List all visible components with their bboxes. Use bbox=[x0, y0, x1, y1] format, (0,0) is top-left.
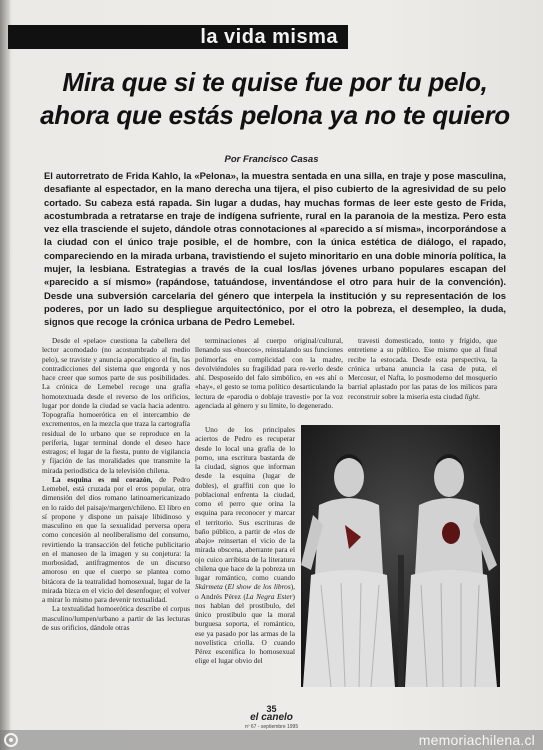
column-3-paragraph-1 bbox=[348, 336, 497, 401]
headline-line-1: Mira que si te quise fue por tu pelo, bbox=[62, 67, 488, 97]
issue-info: nº 67 - septiembre 1995 bbox=[244, 724, 299, 730]
magazine-name: el canelo bbox=[250, 712, 293, 723]
column-2-text-c: ), o Andrés Pérez ( bbox=[195, 582, 295, 601]
column-2-name-skarmeta: Skármeta bbox=[195, 582, 223, 592]
column-1-paragraph-1: Desde el «pelao» cuestiona la cabellera del lector acomodado (no acostumbrado al medio pelo), se traviste y anuncia apocalíptico el fin, las contradicciones del sistema que engorda y nos hace creer que somos parte de sus posibilidades. La crónica de Lemebel recoge una grafía homotextuada desde el reverso de los orificios, lugar por donde la ciudad se vacía hacia adentro. Topografía homoerótica en el intercambio de excrementos, en la mezcla que traza la cartografía residual de lo urbano que se reproduce en la periferia, lugar terminal donde el deseo hace estragos; el lugar de la fiesta, punto de vigilancia y fijación de las moralidades que transmite la mirada periodística de la televisión chilena. bbox=[42, 336, 190, 475]
section-title: la vida misma bbox=[200, 26, 338, 48]
column-2-paragraph-2 bbox=[195, 425, 295, 666]
column-3-text: travesti domesticado, tonto y frígido, que entretiene a su público. Ese mismo que al final recibe la estocada. Desde esta perspectiva, la crónica urbana anuncia la casa de puta, el Mercosur, el Nafta, lo posmoderno del mosquerío barrial aplastado por las patas de los milicos para reconstruir sobre la miseria esta ciudad bbox=[348, 336, 497, 401]
column-2-text-b: ( bbox=[222, 582, 228, 592]
column-2-paragraph-1: terminaciones al cuerpo original/cultural, llenando sus «huecos», reinstalando sus funciones polimorfas en complicidad con la madre, devolviéndoles su fragilidad para re-verlo desde ahí. Desposeído del falo simbólico, en «es ahí o «hay», el gesto se torna político desarticulando la lectura de «parodia o doblaje travesti» por la voz agenciada al género y su límite, lo degenerado. bbox=[195, 336, 343, 410]
column-2-book-2: La Negra Ester bbox=[245, 591, 293, 601]
byline: Por Francisco Casas bbox=[224, 154, 319, 165]
column-2-book-1: El show de los libros bbox=[227, 582, 291, 592]
column-2-lower bbox=[195, 425, 295, 666]
lead-paragraph: El autorretrato de Frida Kahlo, la «Pelona», la muestra sentada en una silla, en traje y pose masculina, desafiante al espectador, en la mano derecha una tijera, el piso cubierto de la agresividad de su pelo cortado. Su cabeza está rapada. Sin lugar a dudas, hay muchas formas de leer este gesto de Frida, acostumbrada a retratarse en traje de indígena sufriente, rural en la paranoia de la mestiza. Pero esta vez ella trasciende el sujeto, dándole otras connotaciones al «parecido a sí misma», incorporándose a la ciudad con el único traje posible, el de hombre, con la única estética de diálogo, el rapado, compareciendo en la mirada urbana, travistiendo el sujeto minoritario en una doble minoría política, la mujer, la lesbiana. Estrategias a través de la cual los/las jóvenes urbano populares escapan del «parecido a sí mismo» (rapándose, tatuándose, inventándose el otro para huir de la convención). Desde una subversión carcelaria del género que interpela la institución y su representación de los poderes, por un lado su despliegue arquitectónico, por el otro la pobreza, el desempleo, la duda, signos que recoge la crónica urbana de Pedro Lemebel. bbox=[44, 171, 506, 329]
column-1-paragraph-3: La textualidad homoerótica describe el corpus masculino/lumpen/urbano a partir de las lecturas de sus orificios, dándole otras bbox=[42, 604, 190, 632]
column-3-end: . bbox=[478, 391, 480, 401]
creative-commons-icon bbox=[4, 733, 18, 747]
column-3-italic-word: light bbox=[464, 391, 479, 401]
column-3 bbox=[348, 336, 497, 401]
section-header-bar bbox=[8, 25, 348, 49]
page-number: 35 bbox=[266, 704, 277, 714]
column-1-paragraph-2 bbox=[42, 475, 190, 605]
column-2 bbox=[195, 336, 343, 410]
article-headline bbox=[20, 66, 530, 132]
frida-kahlo-photo bbox=[301, 425, 500, 687]
column-2-text-d: ) nos hablan del prostíbulo, del único prostíbulo que la moral burguesa soporta, el romántico, ese ya pasado por las armas de la novelística criolla. O cuando Pérez escenifica lo homosexual elige el lugar obvio del bbox=[195, 591, 295, 666]
two-fridas-illustration bbox=[301, 425, 500, 687]
headline-line-2: ahora que estás pelona ya no te quiero bbox=[40, 100, 510, 130]
watermark-text[interactable]: memoriachilena.cl bbox=[418, 732, 535, 748]
column-2-text-a: Uno de los principales aciertos de Pedro es recuperar desde lo local una grafía de lo porno, una escritura bastarda de la ciudad, signos que informan desde la esquina (lugar de dobles), el graffiti con que lo poblacional enfrenta la ciudad, como el perro que orina la esquina para reconocer y marcar el territorio. Sus escrituras de baño público, a partir de «los de abajo» reinsertan el vicio de la mirada obscena, aberrante para el ojo cuico arribista de la literatura chilena que hace de la pobreza un lugar romántico, como cuando bbox=[195, 425, 295, 582]
page-fold-shadow bbox=[0, 0, 10, 750]
column-1 bbox=[42, 336, 190, 632]
column-1-paragraph-2-text: de Pedro Lemebel, está cruzada por el eros popular, otra dimensión del dios romano latinoamericanizado en lo raído del paisaje/margen/chileno. El libro en sí propone y dispone un paisaje libidinoso y masculino en que la sexualidad perversa opera como concesión al neoliberalismo del consumo, revirtiendo la transacción del fetiche publicitario en el manoseo de la imagen y su conjetura: la morbosidad, antifragmentos de un discurso amoroso en que el cuerpo se plantea como bitácora de la teatralidad homosexual, lugar de la mirada bizca en el vicio del desenfoque; el volver a mirar lo mismo para devenir textualidad. bbox=[42, 474, 190, 604]
book-title-bold: La esquina es mi corazón, bbox=[52, 474, 153, 484]
